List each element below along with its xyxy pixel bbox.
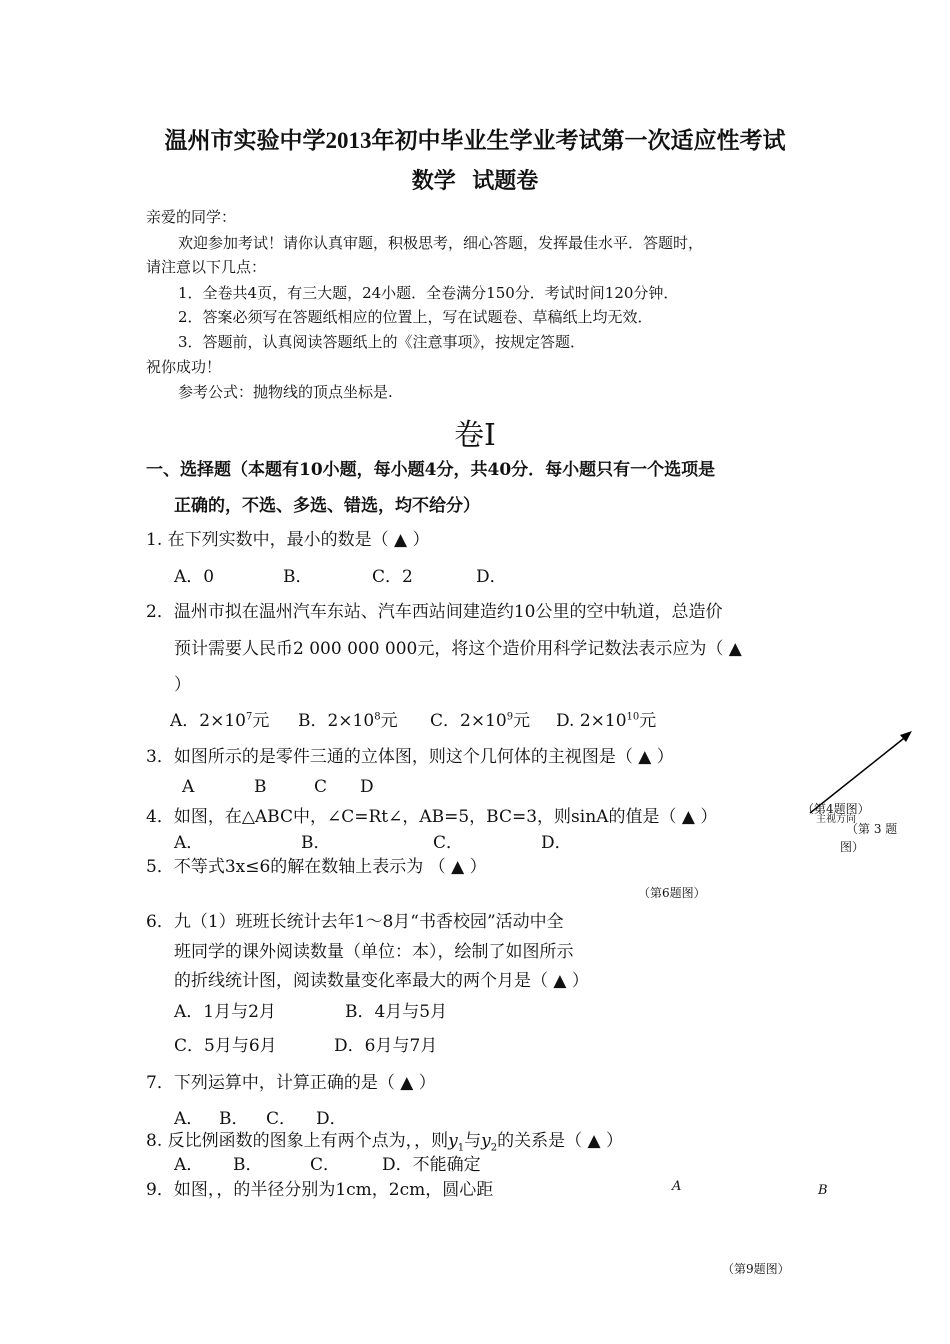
question-6-stem-line-3: 的折线统计图，阅读数量变化率最大的两个月是（ ▲ ） xyxy=(174,971,589,991)
question-2-stem-line-2: 预计需要人民币2 000 000 000元，将这个造价用科学记数法表示应为（ ▲ xyxy=(174,639,742,659)
question-2-option-d: D. $2\times 10^{10}$元 xyxy=(556,711,657,731)
question-2-stem-line-1: 2．温州市拟在温州汽车东站、汽车西站间建造约10公里的空中轨道，总造价 xyxy=(146,602,723,622)
question-1-option-b: B． xyxy=(283,567,313,587)
question-6-option-d: D．6月与7月 xyxy=(334,1036,438,1056)
question-7-stem: 7．下列运算中，计算正确的是（ ▲ ） xyxy=(146,1073,436,1093)
wish-line: 祝你成功！ xyxy=(146,358,222,376)
question-1-option-c: C．2 xyxy=(372,567,413,587)
question-7-option-c: C． xyxy=(266,1109,297,1129)
welcome-line-1: 欢迎参加考试！请你认真审题，积极思考，细心答题，发挥最佳水平．答题时， xyxy=(178,234,704,252)
volume-heading: 卷Ⅰ xyxy=(454,418,496,453)
question-8-option-c: C． xyxy=(310,1155,341,1175)
question-1-stem: 1. 在下列实数中，最小的数是（ ▲ ） xyxy=(146,530,430,550)
welcome-line-2: 请注意以下几点： xyxy=(146,258,267,276)
question-6-stem-line-2: 班同学的课外阅读数量（单位：本），绘制了如图所示 xyxy=(174,942,574,962)
exam-title: 温州市实验中学2013年初中毕业生学业考试第一次适应性考试 xyxy=(164,128,786,153)
question-1-option-a: A．0 xyxy=(174,567,215,587)
question-2-option-c: C．$2\times 10^9$元 xyxy=(430,711,531,731)
figure-3-view-label: 主视方向 xyxy=(816,814,856,825)
question-7-option-b: B． xyxy=(219,1109,249,1129)
question-7-option-a: A． xyxy=(174,1109,204,1129)
question-9-stem: 9．如图，，的半径分别为1cm，2cm，圆心距 xyxy=(146,1180,494,1200)
section-heading-line-1: 一、选择题（本题有10小题，每小题4分，共40分．每小题只有一个选项是 xyxy=(146,460,716,480)
figure-9-label-a: A xyxy=(672,1179,682,1194)
question-7-option-d: D． xyxy=(316,1109,347,1129)
question-2-option-b: B．$2\times 10^8$元 xyxy=(298,711,398,731)
question-3-option-b: B xyxy=(254,777,267,797)
question-1-option-d: D． xyxy=(476,567,507,587)
question-4-option-a: A． xyxy=(174,833,204,853)
question-8-option-b: B． xyxy=(233,1155,263,1175)
question-3-option-d: D xyxy=(360,777,374,797)
figure-3-caption-line-2: 图） xyxy=(840,840,865,854)
note-2: 2．答案必须写在答题纸相应的位置上，写在试题卷、草稿纸上均无效． xyxy=(178,308,653,326)
question-2-stem-line-3: ） xyxy=(174,675,191,695)
question-4-option-b: B． xyxy=(301,833,331,853)
question-6-stem-line-1: 6．九（1）班班长统计去年1～8月“书香校园”活动中全 xyxy=(146,912,564,932)
figure-6-caption: （第6题图） xyxy=(638,886,706,900)
question-6-option-c: C．5月与6月 xyxy=(174,1036,277,1056)
question-8-option-d: D．不能确定 xyxy=(382,1155,481,1175)
question-2-option-a: A．$2\times 10^7$元 xyxy=(170,711,270,731)
section-heading-line-2: 正确的，不选、多选、错选，均不给分） xyxy=(174,496,480,516)
figure-3-caption-line-1: （第 3 题 xyxy=(846,822,898,836)
question-3-option-a: A xyxy=(182,777,195,797)
question-4-stem: 4．如图，在△ABC中，∠C=Rt∠，AB=5，BC=3，则sinA的值是（ ▲ ） xyxy=(146,807,718,827)
question-8-option-a: A． xyxy=(174,1155,204,1175)
question-6-option-a: A．1月与2月 xyxy=(174,1002,276,1022)
question-8-stem: 8. 反比例函数的图象上有两个点为，，则$y_1$与$y_2$的关系是（ ▲ ） xyxy=(146,1131,623,1154)
question-4-option-c: C． xyxy=(433,833,464,853)
exam-subtitle: 数学 试题卷 xyxy=(411,168,539,193)
question-3-option-c: C xyxy=(314,777,328,797)
figure-4-caption: （第4题图） xyxy=(802,802,870,816)
note-3: 3．答题前，认真阅读答题纸上的《注意事项》，按规定答题． xyxy=(178,333,586,351)
note-1: 1．全卷共4页，有三大题，24小题．全卷满分150分．考试时间120分钟． xyxy=(178,284,679,302)
question-3-stem: 3．如图所示的是零件三通的立体图，则这个几何体的主视图是（ ▲ ） xyxy=(146,747,674,767)
question-5-stem: 5．不等式3x≤6的解在数轴上表示为 （ ▲ ） xyxy=(146,857,487,877)
greeting: 亲爱的同学： xyxy=(146,208,237,226)
question-6-option-b: B．4月与5月 xyxy=(345,1002,448,1022)
reference-formula: 参考公式：抛物线的顶点坐标是. xyxy=(178,383,393,401)
figure-9-caption: （第9题图） xyxy=(722,1262,790,1276)
question-4-option-d: D． xyxy=(541,833,572,853)
figure-9-label-b: B xyxy=(818,1183,828,1198)
